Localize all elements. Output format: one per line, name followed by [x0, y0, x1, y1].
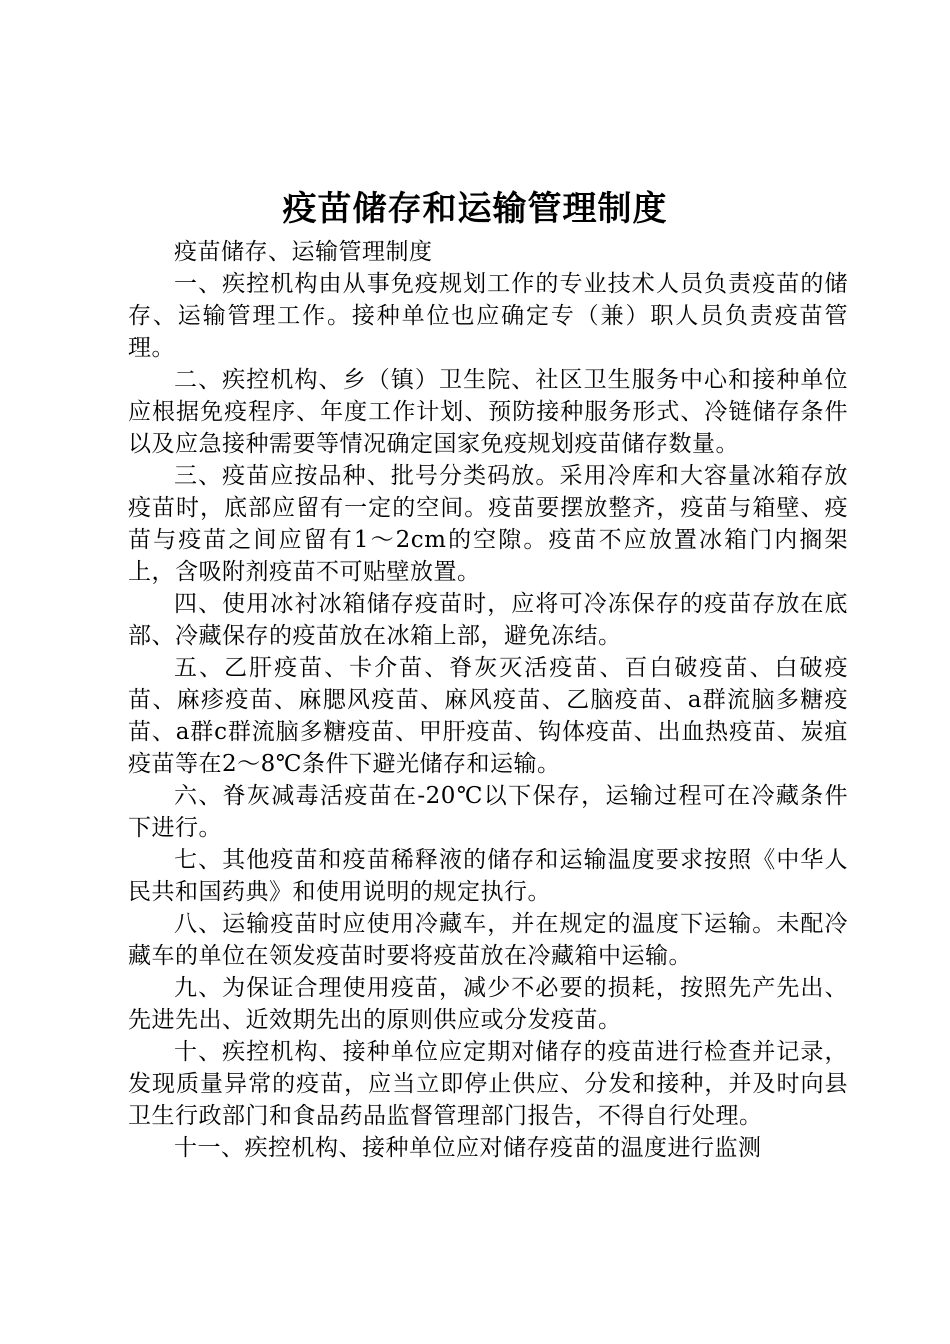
- paragraph-7: 七、其他疫苗和疫苗稀释液的储存和运输温度要求按照《中华人民共和国药典》和使用说明的规定执行。: [128, 847, 848, 905]
- paragraph-2: 二、疾控机构、乡（镇）卫生院、社区卫生服务中心和接种单位应根据免疫程序、年度工作计划、预防接种服务形式、冷链储存条件以及应急接种需要等情况确定国家免疫规划疫苗储存数量。: [128, 367, 848, 457]
- document-title: 疫苗储存和运输管理制度: [282, 189, 668, 229]
- paragraph-11: 十一、疾控机构、接种单位应对储存疫苗的温度进行监测: [174, 1135, 762, 1161]
- paragraph-9: 九、为保证合理使用疫苗，减少不必要的损耗，按照先产先出、先进先出、近效期先出的原则供应或分发疫苗。: [128, 975, 848, 1033]
- document-body: [128, 236, 848, 1164]
- paragraph-4: 四、使用冰衬冰箱储存疫苗时，应将可冷冻保存的疫苗存放在底部、冷藏保存的疫苗放在冰箱上部，避免冻结。: [128, 591, 848, 649]
- paragraph-1: 一、疾控机构由从事免疫规划工作的专业技术人员负责疫苗的储存、运输管理工作。接种单位也应确定专（兼）职人员负责疫苗管理。: [128, 271, 848, 361]
- paragraph-6: 六、脊灰减毒活疫苗在-20℃以下保存，运输过程可在冷藏条件下进行。: [128, 783, 848, 841]
- body-subheading: 疫苗储存、运输管理制度: [174, 239, 433, 265]
- paragraph-8: 八、运输疫苗时应使用冷藏车，并在规定的温度下运输。未配冷藏车的单位在领发疫苗时要将疫苗放在冷藏箱中运输。: [128, 911, 848, 969]
- paragraph-10: 十、疾控机构、接种单位应定期对储存的疫苗进行检查并记录，发现质量异常的疫苗，应当立即停止供应、分发和接种，并及时向县卫生行政部门和食品药品监督管理部门报告，不得自行处理。: [128, 1039, 848, 1129]
- paragraph-3: 三、疫苗应按品种、批号分类码放。采用冷库和大容量冰箱存放疫苗时，底部应留有一定的空间。疫苗要摆放整齐，疫苗与箱壁、疫苗与疫苗之间应留有1～2cm的空隙。疫苗不应放置冰箱门内搁架上，含吸附剂疫苗不可贴壁放置。: [128, 463, 848, 585]
- paragraph-5: 五、乙肝疫苗、卡介苗、脊灰灭活疫苗、百白破疫苗、白破疫苗、麻疹疫苗、麻腮风疫苗、麻风疫苗、乙脑疫苗、a群流脑多糖疫苗、a群c群流脑多糖疫苗、甲肝疫苗、钩体疫苗、出血热疫苗、炭疽疫苗等在2～8℃条件下避光储存和运输。: [128, 655, 848, 777]
